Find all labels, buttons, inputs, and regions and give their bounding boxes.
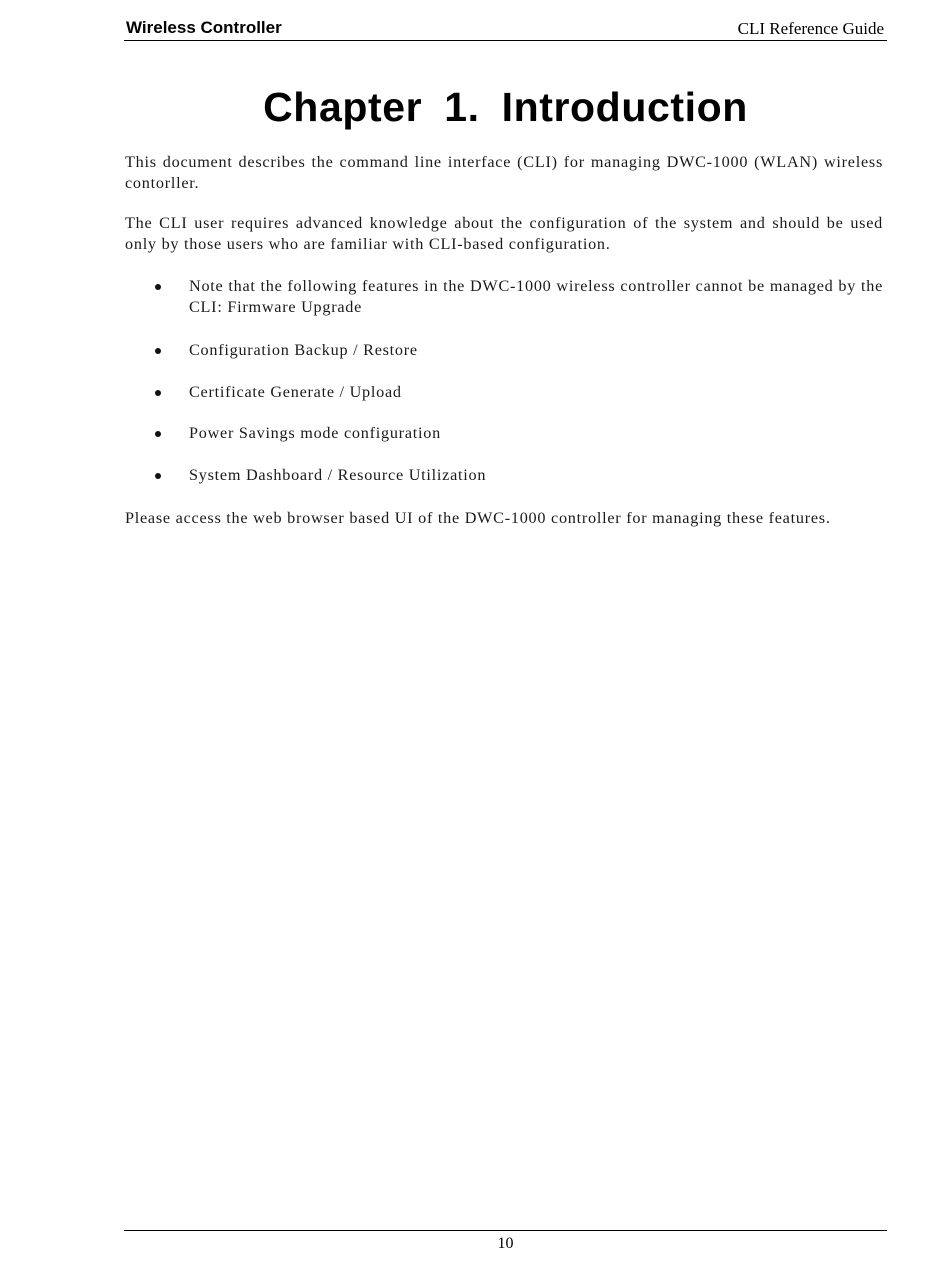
list-item-text: Configuration Backup / Restore	[189, 341, 418, 359]
header-product-name: Wireless Controller	[126, 18, 282, 37]
chapter-title: Chapter 1. Introduction	[263, 84, 748, 130]
bullet-icon	[155, 431, 161, 437]
list-item-text: Note that the following features in the DWC-1000 wireless controller cannot be managed by the CLI: Firmware Upgrade	[189, 277, 883, 316]
page-number: 10	[497, 1235, 514, 1252]
bullet-icon	[155, 348, 161, 354]
list-item	[125, 465, 883, 486]
unsupported-features-list	[125, 276, 883, 506]
list-item	[125, 340, 883, 361]
list-item-text: Certificate Generate / Upload	[189, 382, 402, 401]
page-header	[124, 16, 887, 41]
bullet-icon	[155, 284, 161, 290]
list-item-text: System Dashboard / Resource Utilization	[189, 465, 487, 484]
header-guide-title: CLI Reference Guide	[737, 19, 884, 38]
list-item	[125, 276, 883, 317]
requirements-paragraph: The CLI user requires advanced knowledge about the configuration of the system and should be used only by those users who are familiar with CLI-based configuration.	[125, 214, 883, 253]
bullet-icon	[155, 390, 161, 396]
list-item-text: Power Savings mode configuration	[189, 424, 441, 442]
intro-paragraph: This document describes the command line interface (CLI) for managing DWC-1000 (WLAN) wireless contorller.	[125, 153, 883, 192]
list-item	[125, 382, 883, 403]
bullet-icon	[155, 473, 161, 479]
closing-paragraph: Please access the web browser based UI of the DWC-1000 controller for managing these features.	[125, 509, 831, 527]
list-item	[125, 423, 883, 444]
page-footer	[124, 1230, 887, 1261]
